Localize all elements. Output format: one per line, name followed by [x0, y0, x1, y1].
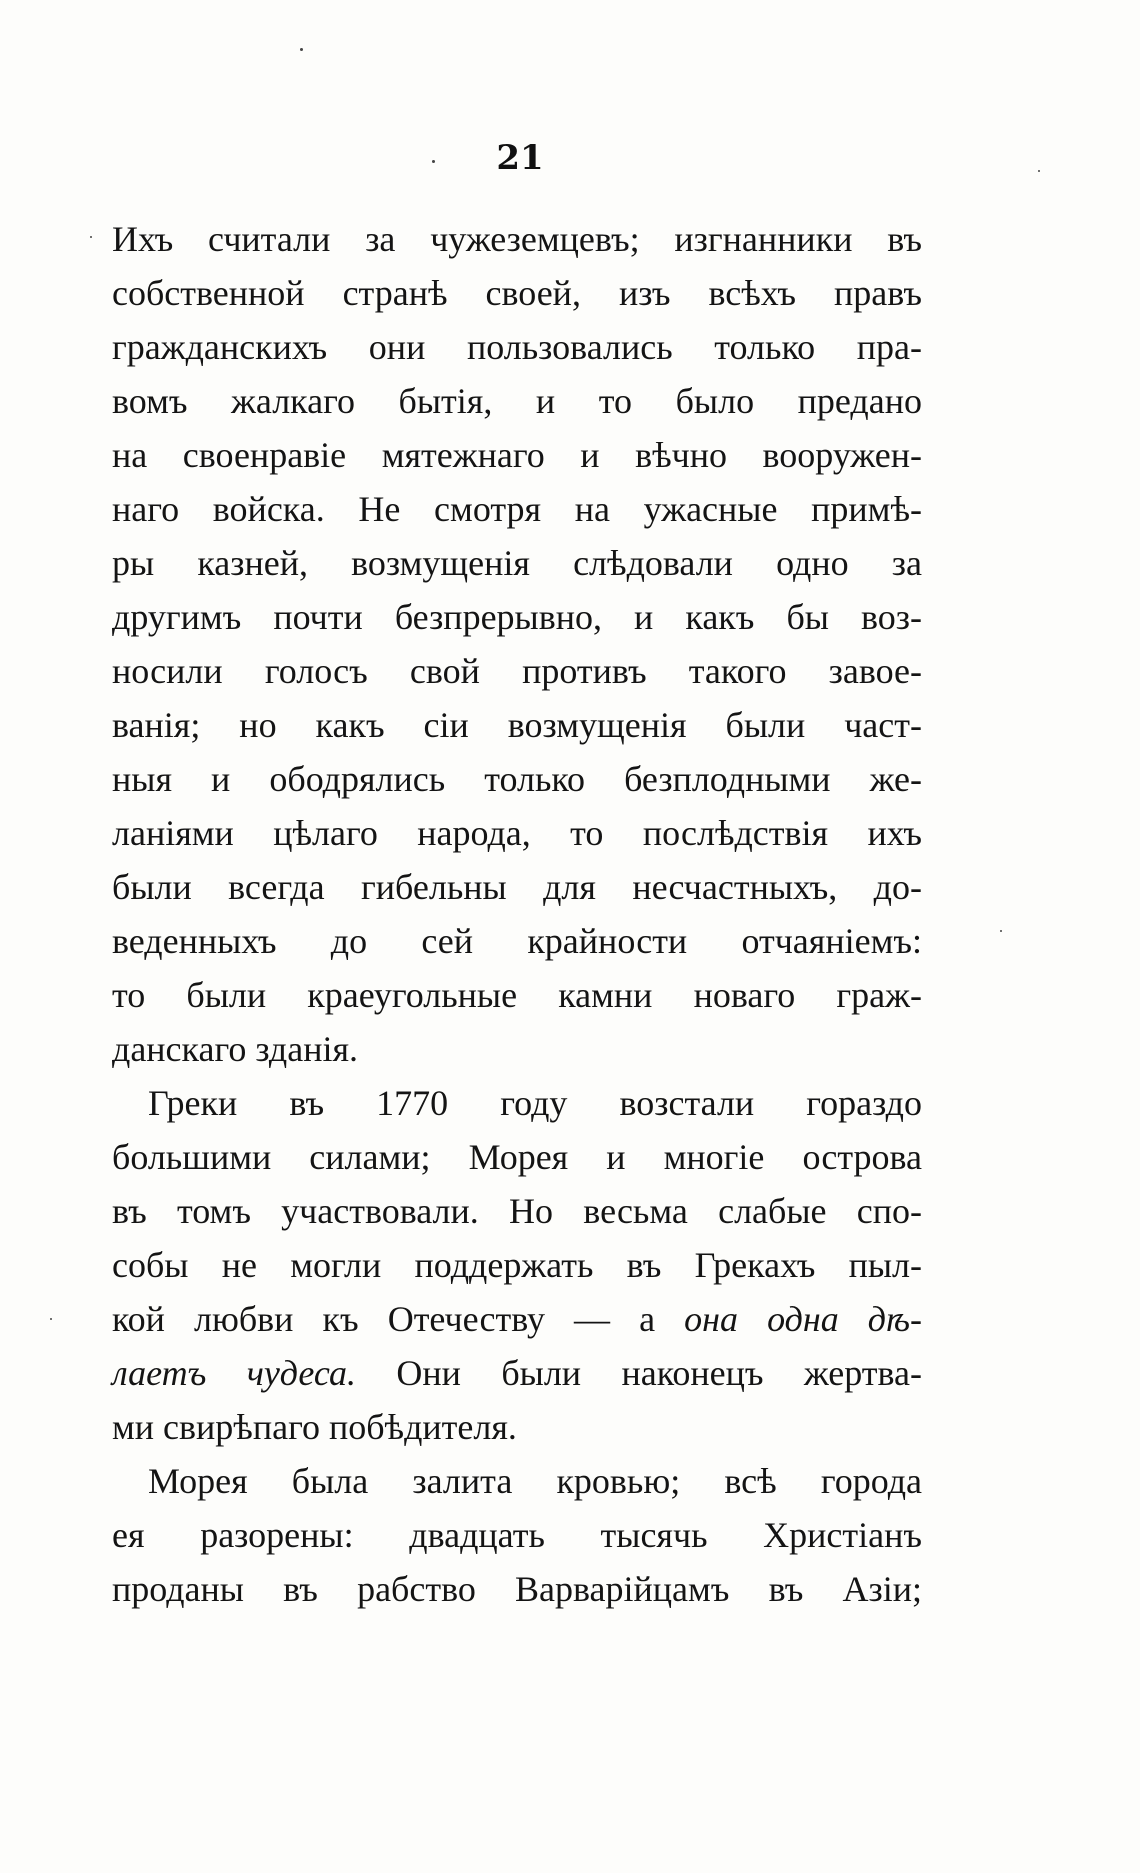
- print-speck: [1000, 930, 1002, 932]
- paragraph-3: [112, 1454, 922, 1616]
- text-line: гражданскихъ они пользовались только пра-: [112, 327, 922, 367]
- text-line: ея разорены: двадцать тысячь Христіанъ: [112, 1515, 922, 1555]
- text-line: наго войска. Не смотря на ужасные примѣ-: [112, 489, 922, 529]
- italic-text: лаетъ чудеса.: [112, 1353, 356, 1393]
- text-line: собы не могли поддержать въ Грекахъ пыл-: [112, 1245, 922, 1285]
- text-line: проданы въ рабство Варварійцамъ въ Азіи;: [112, 1569, 922, 1609]
- text-line: ры казней, возмущенія слѣдовали одно за: [112, 543, 922, 583]
- print-speck: [300, 48, 303, 51]
- text-line: на своенравіе мятежнаго и вѣчно вооружен-: [112, 435, 922, 475]
- text-line: ванія; но какъ сіи возмущенія были част-: [112, 705, 922, 745]
- text-line: [112, 1346, 922, 1400]
- italic-text: она одна дѣ-: [684, 1299, 922, 1339]
- text-line: Ихъ считали за чужеземцевъ; изгнанники въ: [112, 219, 922, 259]
- text-line: веденныхъ до сей крайности отчаяніемъ:: [112, 921, 922, 961]
- text-line: другимъ почти безпрерывно, и какъ бы воз-: [112, 597, 922, 637]
- text-line: носили голосъ свой противъ такого завое-: [112, 651, 922, 691]
- text-line: ланіями цѣлаго народа, то послѣдствія ихъ: [112, 813, 922, 853]
- paragraph-1: [112, 212, 922, 1076]
- text-segment: кой любви къ Отечеству — а: [112, 1299, 656, 1339]
- text-line: [112, 1292, 922, 1346]
- print-speck: [90, 236, 92, 238]
- text-line: Морея была залита кровью; всѣ города: [148, 1461, 922, 1501]
- text-line: Греки въ 1770 году возстали гораздо: [148, 1083, 922, 1123]
- text-line: ми свирѣпаго побѣдителя.: [112, 1407, 517, 1447]
- text-line: въ томъ участвовали. Но весьма слабые спо-: [112, 1191, 922, 1231]
- text-segment: Они были наконецъ жертва-: [396, 1353, 923, 1393]
- print-speck: [1038, 170, 1040, 172]
- text-line: то были краеугольные камни новаго граж-: [112, 975, 922, 1015]
- text-line: данскаго зданія.: [112, 1029, 359, 1069]
- text-line: были всегда гибельны для несчастныхъ, до-: [112, 867, 922, 907]
- page-number: 21: [496, 138, 544, 178]
- paragraph-2: [112, 1076, 922, 1454]
- print-speck: [432, 160, 435, 163]
- text-line: вомъ жалкаго бытія, и то было предано: [112, 381, 922, 421]
- print-speck: [50, 1318, 52, 1320]
- body-text: [112, 212, 922, 1616]
- text-line: большими силами; Морея и многіе острова: [112, 1137, 922, 1177]
- text-line: собственной странѣ своей, изъ всѣхъ правъ: [112, 273, 922, 313]
- text-line: ныя и ободрялись только безплодными же-: [112, 759, 922, 799]
